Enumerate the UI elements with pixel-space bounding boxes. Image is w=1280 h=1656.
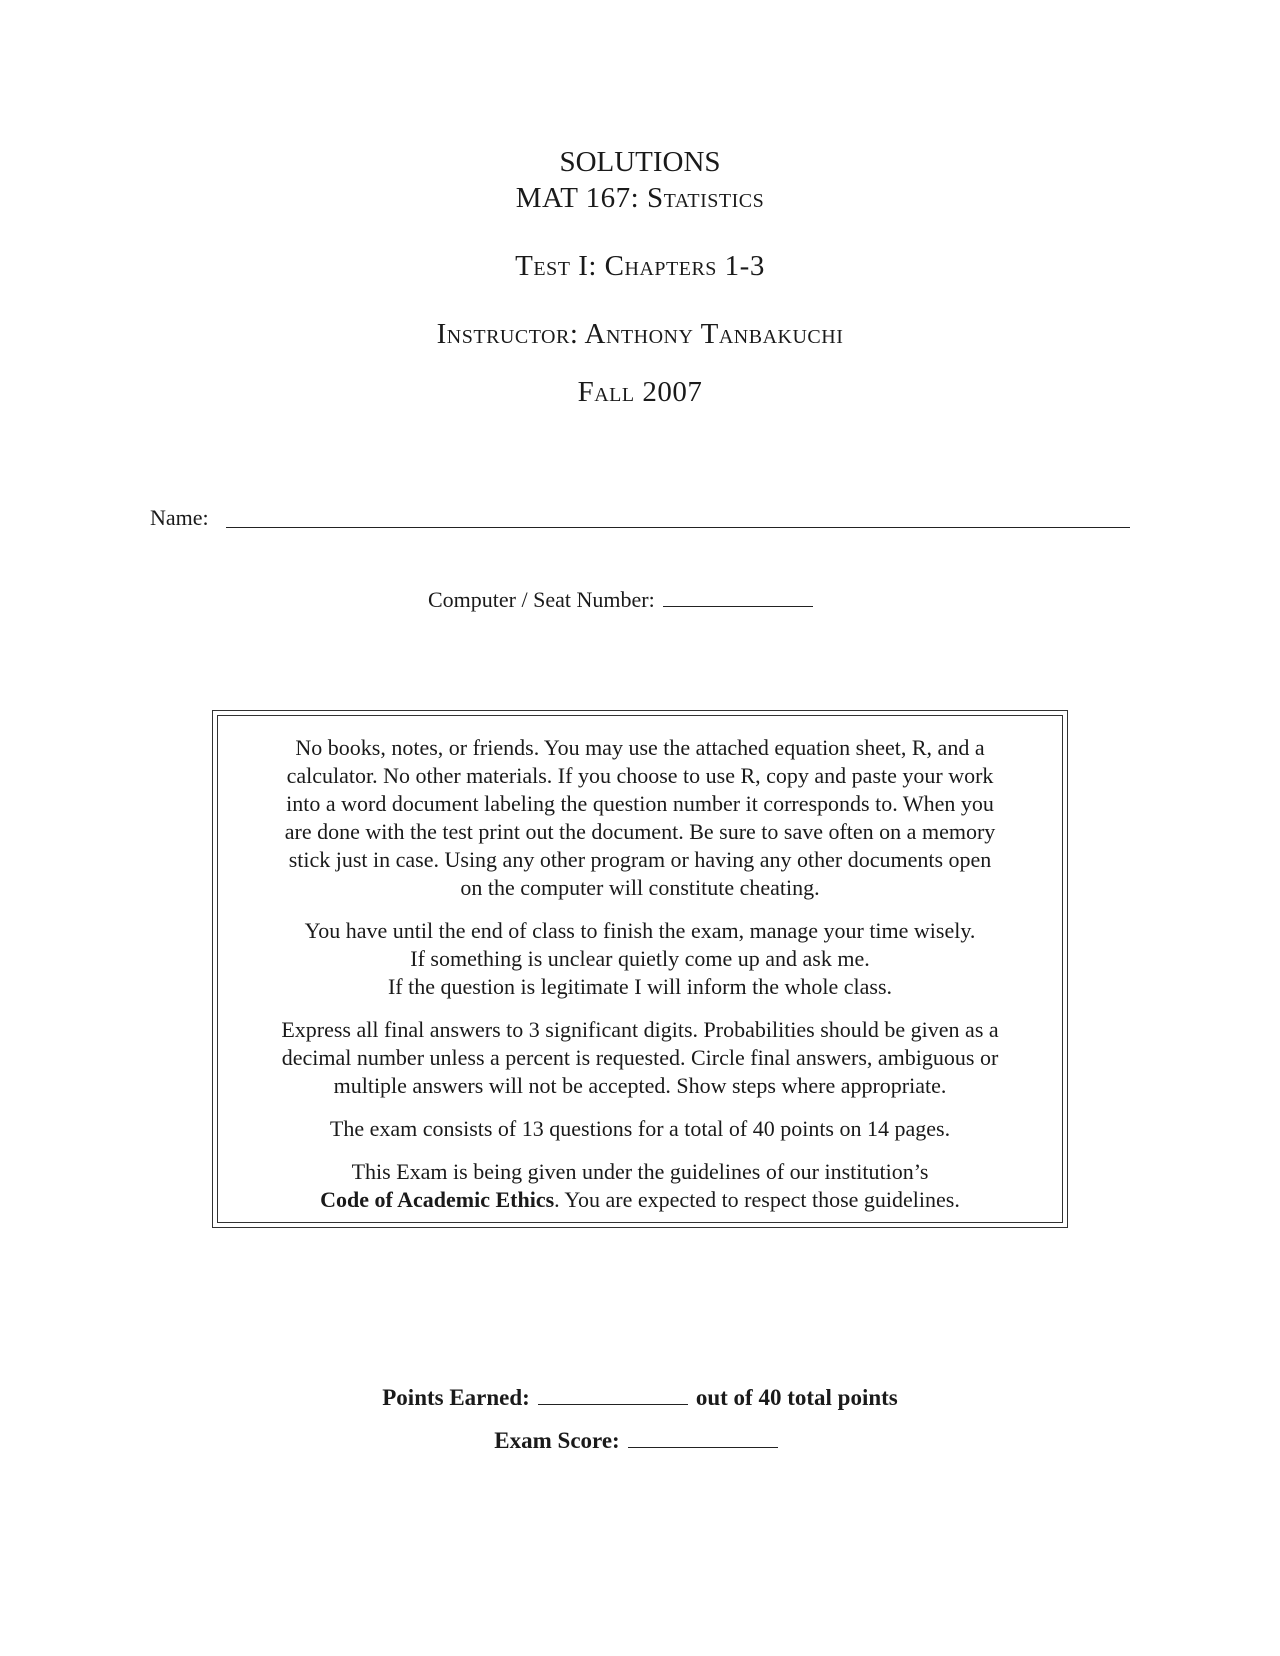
instructions-text-line: on the computer will constitute cheating.: [460, 875, 820, 900]
instructions-paragraph-1: [226, 734, 1054, 902]
instructions-text-line: calculator. No other materials. If you choose to use R, copy and paste your work: [286, 763, 994, 788]
instructions-text-line: into a word document labeling the question number it corresponds to. When you: [286, 791, 994, 816]
instructions-paragraph-5: [226, 1158, 1054, 1214]
instructions-box: [212, 710, 1068, 1228]
course-title: MAT 167: Statistics: [515, 182, 765, 214]
instructions-text-line: are done with the test print out the document. Be sure to save often on a memory: [284, 819, 996, 844]
points-total-text: out of 40 total points: [695, 1385, 898, 1410]
instructions-text-line: decimal number unless a percent is requested. Circle final answers, ambiguous or: [281, 1045, 999, 1070]
instructions-box-inner: [217, 715, 1063, 1223]
points-earned-blank[interactable]: [538, 1403, 688, 1405]
seat-field-row: [428, 587, 813, 617]
instructions-text-line: [226, 1186, 1054, 1214]
ethics-code-rest: . You are expected to respect those guidelines.: [554, 1187, 960, 1212]
instructions-text-line: The exam consists of 13 questions for a total of 40 points on 14 pages.: [329, 1116, 951, 1141]
points-earned-label: Points Earned:: [382, 1385, 530, 1410]
instructions-paragraph-3: [226, 1016, 1054, 1100]
test-title: Test I: Chapters 1-3: [515, 250, 765, 282]
exam-score-blank[interactable]: [628, 1446, 778, 1448]
instructions-paragraph-4: [226, 1115, 1054, 1143]
instructions-text-line: multiple answers will not be accepted. Show steps where appropriate.: [333, 1073, 947, 1098]
solutions-heading: SOLUTIONS: [559, 146, 721, 178]
instructions-text-line: stick just in case. Using any other program or having any other documents open: [288, 847, 992, 872]
instructor-line: Instructor: Anthony Tanbakuchi: [436, 318, 844, 350]
points-earned-row: [0, 1385, 1280, 1411]
instructions-text-line: Express all final answers to 3 significant digits. Probabilities should be given as a: [281, 1017, 999, 1042]
instructions-text-line: You have until the end of class to finish the exam, manage your time wisely.: [304, 918, 976, 943]
ethics-code-name: Code of Academic Ethics: [320, 1187, 555, 1212]
instructions-paragraph-2: [226, 917, 1054, 1001]
exam-score-label: Exam Score:: [494, 1428, 620, 1453]
name-label: Name:: [150, 505, 209, 530]
instructions-text-line: This Exam is being given under the guidelines of our institution’s: [351, 1159, 929, 1184]
name-blank-line[interactable]: [226, 527, 1130, 528]
instructions-text-line: No books, notes, or friends. You may use the attached equation sheet, R, and a: [295, 735, 985, 760]
exam-score-row: [0, 1428, 1280, 1454]
name-field-row: [150, 505, 1130, 535]
instructions-text-line: If the question is legitimate I will inform the whole class.: [387, 974, 893, 999]
term-line: Fall 2007: [577, 376, 703, 408]
seat-label: Computer / Seat Number:: [428, 587, 655, 612]
instructions-text-line: If something is unclear quietly come up and ask me.: [410, 946, 870, 971]
seat-blank-line[interactable]: [663, 605, 813, 607]
